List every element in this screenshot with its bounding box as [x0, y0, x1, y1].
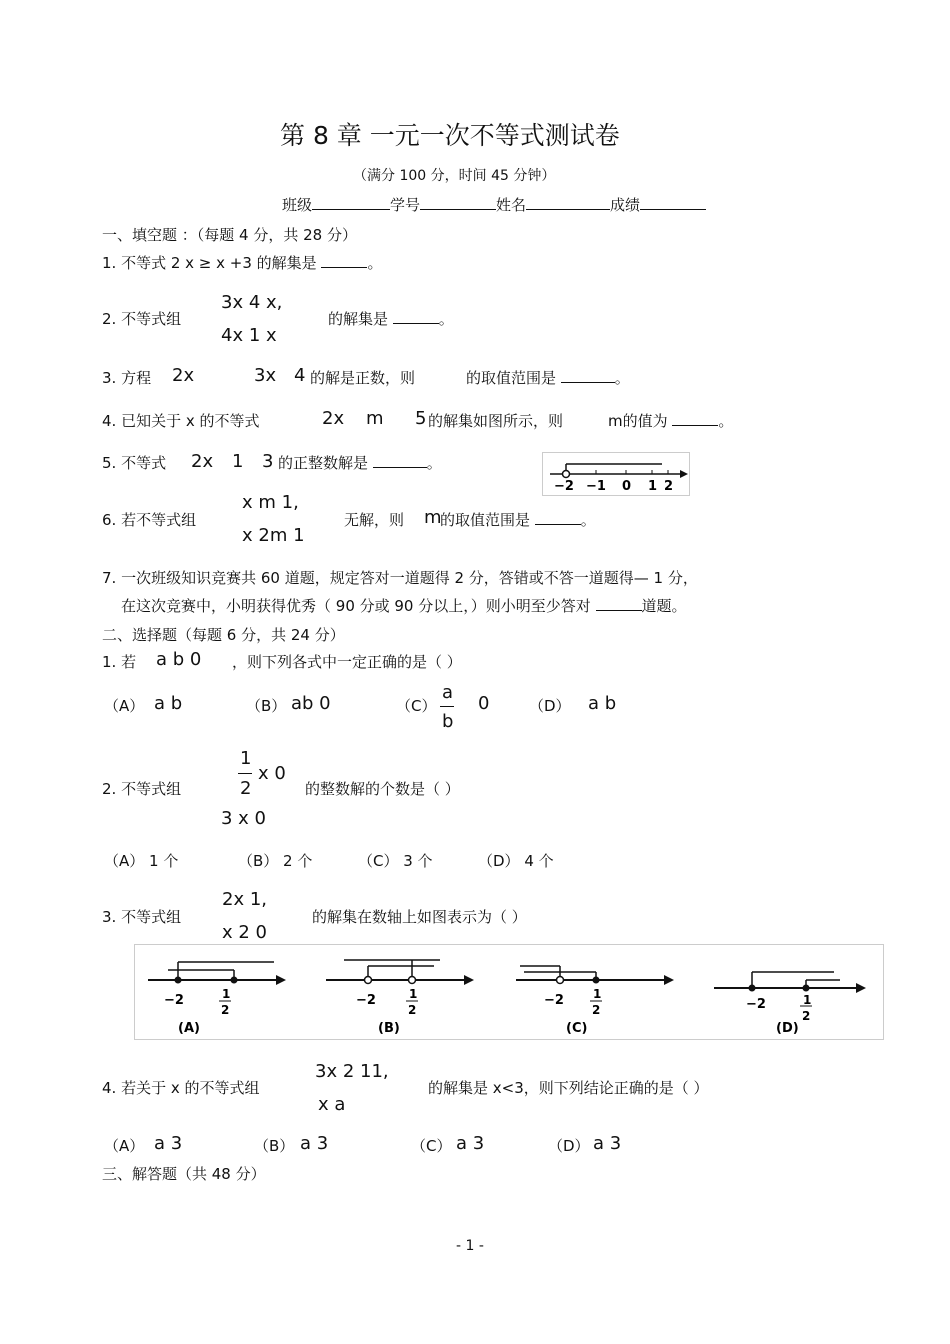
section-1-heading: 一、填空题 ：（每题 4 分，共 28 分）: [102, 226, 357, 244]
option-d-label[interactable]: （D）: [529, 697, 571, 715]
tick-label: −2: [554, 479, 574, 494]
score-blank[interactable]: [640, 195, 706, 210]
option-c-expr: a 3: [456, 1133, 485, 1154]
q2-1-expr: a b 0: [156, 649, 202, 670]
question-1-7-line2: 在这次竞赛中，小明获得优秀（ 90 分或 90 分以上，）则小明至少答对 道题。: [121, 597, 687, 615]
answer-blank[interactable]: [561, 368, 615, 383]
name-label: 姓名: [496, 196, 527, 214]
question-1-2-number: 2. 不等式组: [102, 310, 182, 328]
tick-label: 1: [648, 479, 658, 494]
page-subtitle: （满分 100 分，时间 45 分钟）: [353, 168, 556, 184]
option-a-expr: a 3: [154, 1133, 183, 1154]
q2-3-line2: x 2 0: [222, 922, 267, 943]
question-2-4-stem: 4. 若关于 x 的不等式组: [102, 1079, 260, 1097]
q4-expr-b: m: [366, 408, 384, 429]
svg-text:−2: −2: [746, 997, 766, 1012]
option-c-label[interactable]: （C）: [411, 1137, 452, 1155]
option-b-fig-label: (B): [378, 1021, 400, 1036]
q5-expr-c: 3: [262, 451, 274, 472]
question-1-6-text: 无解，则: [344, 511, 405, 529]
open-endpoint: [563, 471, 570, 478]
question-1-1: 1. 不等式 2 x ≥ x +3 的解集是 。: [102, 254, 383, 272]
svg-text:−2: −2: [544, 993, 564, 1008]
q3-expr-c: 4: [294, 365, 306, 386]
student-info-row: [282, 194, 706, 215]
score-label: 成绩: [610, 196, 641, 214]
question-2-3-stem: 3. 不等式组: [102, 908, 182, 926]
answer-blank[interactable]: [393, 309, 439, 324]
q6-var-m: m: [424, 507, 442, 528]
question-1-4-text2: m的值为 。: [608, 412, 734, 430]
svg-text:1: 1: [222, 987, 231, 1001]
answer-blank[interactable]: [535, 510, 581, 525]
question-1-5-text: 的正整数解是 。: [278, 454, 442, 472]
option-d[interactable]: （D） 4 个: [478, 852, 554, 870]
option-b-expr: ab 0: [291, 693, 331, 714]
q6-system-line2: x 2m 1: [242, 525, 305, 546]
q3-expr-b: 3x: [254, 365, 277, 386]
tick-label: 2: [664, 479, 674, 494]
option-a-label[interactable]: （A）: [104, 1137, 145, 1155]
option-c-denominator: b: [442, 711, 454, 732]
answer-blank[interactable]: [672, 411, 718, 426]
option-a-expr: a b: [154, 693, 183, 714]
fraction-bar: [440, 706, 454, 707]
class-blank[interactable]: [312, 195, 390, 210]
question-1-3-number: 3. 方程: [102, 369, 152, 387]
q2-system-line1: 3x 4 x,: [221, 292, 283, 313]
q4-number-line-figure: [542, 452, 690, 496]
option-c-label[interactable]: （C）: [396, 697, 437, 715]
answer-blank[interactable]: [321, 253, 367, 268]
q2-4-line2: x a: [318, 1094, 346, 1115]
question-1-7-line1: 7. 一次班级知识竞赛共 60 道题，规定答对一道题得 2 分，答错或不答一道题得— 1 分，: [102, 569, 698, 587]
svg-text:2: 2: [592, 1003, 601, 1017]
svg-text:−2: −2: [164, 993, 184, 1008]
q3-expr-a: 2x: [172, 365, 195, 386]
option-a-fig-label: (A): [178, 1021, 200, 1036]
option-c-fig-label: (C): [566, 1021, 588, 1036]
q2-2-frac-num: 1: [240, 748, 252, 769]
option-d-fig-label: (D): [776, 1021, 799, 1036]
q2-4-line1: 3x 2 11,: [315, 1061, 389, 1082]
q2-2-line1: x 0: [258, 763, 286, 784]
class-label: 班级: [282, 196, 313, 214]
page-title: 第 8 章 一元一次不等式测试卷: [280, 121, 620, 150]
q2-system-line2: 4x 1 x: [221, 325, 277, 346]
question-1-4-number: 4. 已知关于 x 的不等式: [102, 412, 260, 430]
svg-text:1: 1: [409, 987, 418, 1001]
option-b[interactable]: （B） 2 个: [238, 852, 313, 870]
tick-label: 0: [622, 479, 632, 494]
option-b-label[interactable]: （B）: [246, 697, 287, 715]
option-b-expr: a 3: [300, 1133, 329, 1154]
name-blank[interactable]: [526, 195, 610, 210]
page-number: - 1 -: [456, 1238, 484, 1254]
question-1-6-text2: 的取值范围是 。: [440, 511, 596, 529]
question-1-3-text2: 的取值范围是 。: [466, 369, 630, 387]
question-1-5-number: 5. 不等式: [102, 454, 167, 472]
question-2-1-stem: 1. 若: [102, 653, 137, 671]
question-2-2-stem: 2. 不等式组: [102, 780, 182, 798]
option-b-label[interactable]: （B）: [254, 1137, 295, 1155]
question-1-3-text: 的解是正数，则: [310, 369, 416, 387]
question-2-4-rest: 的解集是 x<3，则下列结论正确的是（ ）: [428, 1079, 709, 1097]
section-2-heading: 二、选择题（每题 6 分，共 24 分）: [102, 626, 345, 644]
question-1-2-text: 的解集是 。: [328, 310, 454, 328]
svg-text:−2: −2: [356, 993, 376, 1008]
option-a[interactable]: （A） 1 个: [104, 852, 179, 870]
question-2-1-rest: ，则下列各式中一定正确的是（ ）: [232, 653, 462, 671]
question-1-6-number: 6. 若不等式组: [102, 511, 197, 529]
q4-expr-c: 5: [415, 408, 427, 429]
q5-expr-a: 2x: [191, 451, 214, 472]
question-1-4-text: 的解集如图所示，则: [428, 412, 564, 430]
option-c[interactable]: （C） 3 个: [358, 852, 433, 870]
option-a-label[interactable]: （A）: [104, 697, 145, 715]
q2-2-line2: 3 x 0: [221, 808, 266, 829]
svg-text:2: 2: [802, 1009, 811, 1023]
option-d-label[interactable]: （D）: [548, 1137, 590, 1155]
section-3-heading: 三、解答题（共 48 分）: [102, 1165, 266, 1183]
q2-3-options-figure: [134, 944, 884, 1040]
svg-text:2: 2: [408, 1003, 417, 1017]
student-id-blank[interactable]: [420, 195, 496, 210]
option-d-expr: a b: [588, 693, 617, 714]
option-c-numerator: a: [442, 682, 454, 703]
answer-blank[interactable]: [596, 596, 642, 611]
q6-system-line1: x m 1,: [242, 492, 299, 513]
svg-text:1: 1: [593, 987, 602, 1001]
option-c-expr: 0: [478, 693, 490, 714]
question-2-2-rest: 的整数解的个数是（ ）: [305, 780, 460, 798]
q2-3-line1: 2x 1,: [222, 889, 267, 910]
question-2-3-rest: 的解集在数轴上如图表示为（ ）: [312, 908, 527, 926]
fraction-bar: [238, 773, 252, 774]
option-d-expr: a 3: [593, 1133, 622, 1154]
q5-expr-b: 1: [232, 451, 244, 472]
q2-2-frac-den: 2: [240, 778, 252, 799]
q4-expr-a: 2x: [322, 408, 345, 429]
answer-blank[interactable]: [373, 453, 427, 468]
tick-label: −1: [586, 479, 606, 494]
svg-text:1: 1: [803, 993, 812, 1007]
svg-text:2: 2: [221, 1003, 230, 1017]
student-id-label: 学号: [390, 196, 421, 214]
